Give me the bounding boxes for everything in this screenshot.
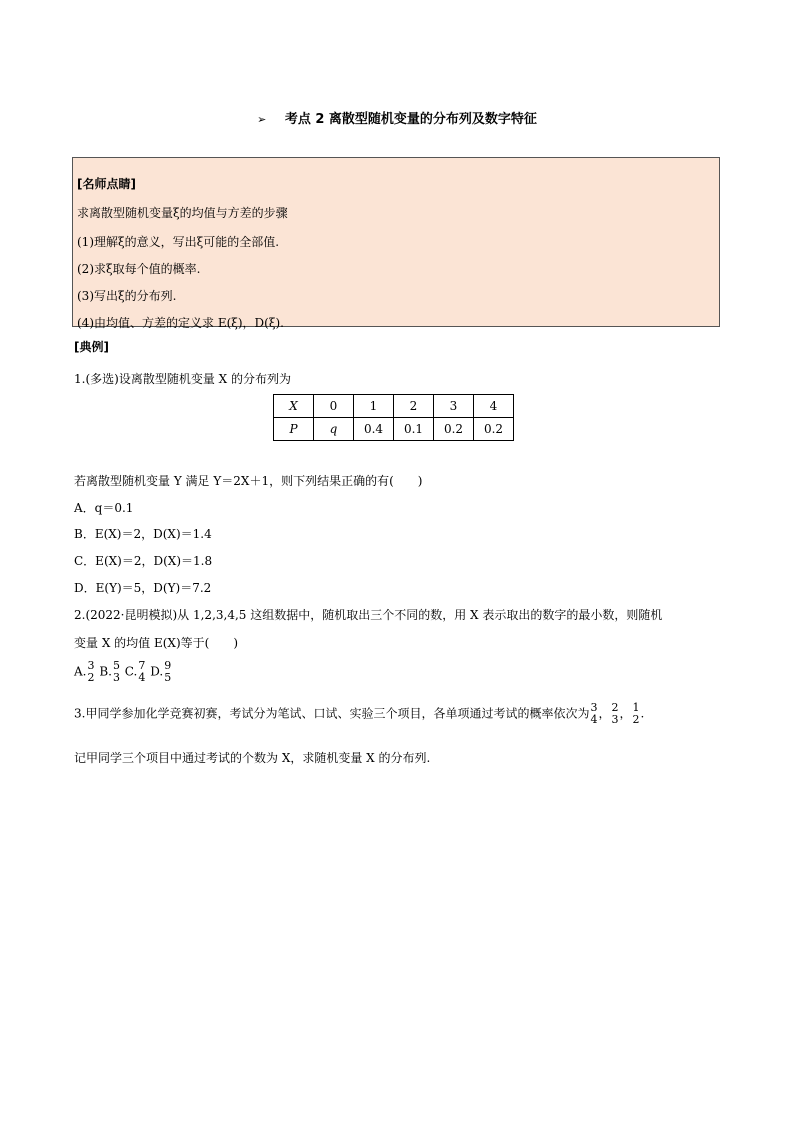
q2-option-c-label: C.	[124, 664, 138, 679]
numerator: 7	[138, 659, 146, 672]
denominator: 4	[138, 671, 146, 684]
q1-stem: 1.(多选)设离散型随机变量 X 的分布列为	[74, 372, 291, 386]
numerator: 2	[611, 701, 619, 714]
q1-option-b: B．E(X)＝2，D(X)＝1.4	[74, 527, 212, 541]
numerator: 5	[112, 659, 120, 672]
tip-line: (4)由均值、方差的定义求 E(ξ)，D(ξ).	[77, 316, 284, 330]
table-cell: 3	[434, 395, 474, 418]
denominator: 3	[112, 671, 120, 684]
q1-option-a: A．q＝0.1	[74, 501, 134, 515]
fraction	[87, 660, 94, 684]
denominator: 5	[164, 671, 172, 684]
arrow-icon: ➢	[257, 113, 267, 126]
q3-line1-text: 3.甲同学参加化学竞赛初赛，考试分为笔试、口试、实验三个项目，各单项通过考试的概率依次为	[74, 706, 590, 721]
q1-option-d: D．E(Y)＝5，D(Y)＝7.2	[74, 581, 212, 595]
q3-line2: 记甲同学三个项目中通过考试的个数为 X，求随机变量 X 的分布列.	[74, 751, 431, 765]
q2-option-b-label: B.	[99, 664, 112, 679]
table-cell: 4	[474, 395, 514, 418]
table-cell: X	[274, 395, 314, 418]
q2-line2: 变量 X 的均值 E(X)等于( )	[74, 636, 239, 650]
example-label: [典例]	[74, 340, 109, 354]
period: .	[640, 706, 645, 721]
teacher-tip-box	[72, 157, 720, 330]
q3-line1	[74, 702, 644, 726]
q1-option-c: C．E(X)＝2，D(X)＝1.8	[74, 554, 213, 568]
numerator: 9	[164, 659, 172, 672]
fraction	[164, 660, 171, 684]
table-cell: 0	[314, 395, 354, 418]
table-cell: 0.2	[474, 418, 514, 441]
separator: ，	[598, 706, 611, 721]
tip-line: (1)理解ξ的意义，写出ξ可能的全部值.	[77, 235, 280, 249]
q2-option-d-label: D.	[150, 664, 164, 679]
tip-line: 求离散型随机变量ξ的均值与方差的步骤	[77, 206, 288, 220]
numerator: 3	[87, 659, 95, 672]
fraction	[611, 702, 618, 726]
table-row	[274, 418, 514, 441]
tip-heading: [名师点睛]	[77, 177, 136, 191]
tip-line: (3)写出ξ的分布列.	[77, 289, 177, 303]
fraction	[632, 702, 639, 726]
table-cell: q	[314, 418, 354, 441]
fraction	[590, 702, 597, 726]
table-cell: 1	[354, 395, 394, 418]
table-cell: 0.4	[354, 418, 394, 441]
table-row	[274, 395, 514, 418]
denominator: 4	[590, 713, 598, 726]
q2-option-a-label: A.	[74, 664, 87, 679]
section-title-text: 考点 2 离散型随机变量的分布列及数字特征	[284, 112, 537, 127]
denominator: 2	[87, 671, 95, 684]
denominator: 2	[632, 713, 640, 726]
table-cell: P	[274, 418, 314, 441]
table-cell: 2	[394, 395, 434, 418]
distribution-table	[273, 394, 514, 441]
table-cell: 0.1	[394, 418, 434, 441]
q1-condition: 若离散型随机变量 Y 满足 Y＝2X＋1，则下列结果正确的有( )	[74, 474, 423, 488]
tip-line: (2)求ξ取每个值的概率.	[77, 262, 201, 276]
numerator: 1	[632, 701, 640, 714]
fraction	[113, 660, 120, 684]
denominator: 3	[611, 713, 619, 726]
q2-options	[74, 660, 172, 684]
fraction	[138, 660, 145, 684]
numerator: 3	[590, 701, 598, 714]
section-title	[0, 108, 794, 127]
table-cell: 0.2	[434, 418, 474, 441]
q2-line1: 2.(2022·昆明模拟)从 1,2,3,4,5 这组数据中，随机取出三个不同的数，用 X 表示取出的数字的最小数，则随机	[74, 608, 663, 622]
separator: ，	[619, 706, 632, 721]
